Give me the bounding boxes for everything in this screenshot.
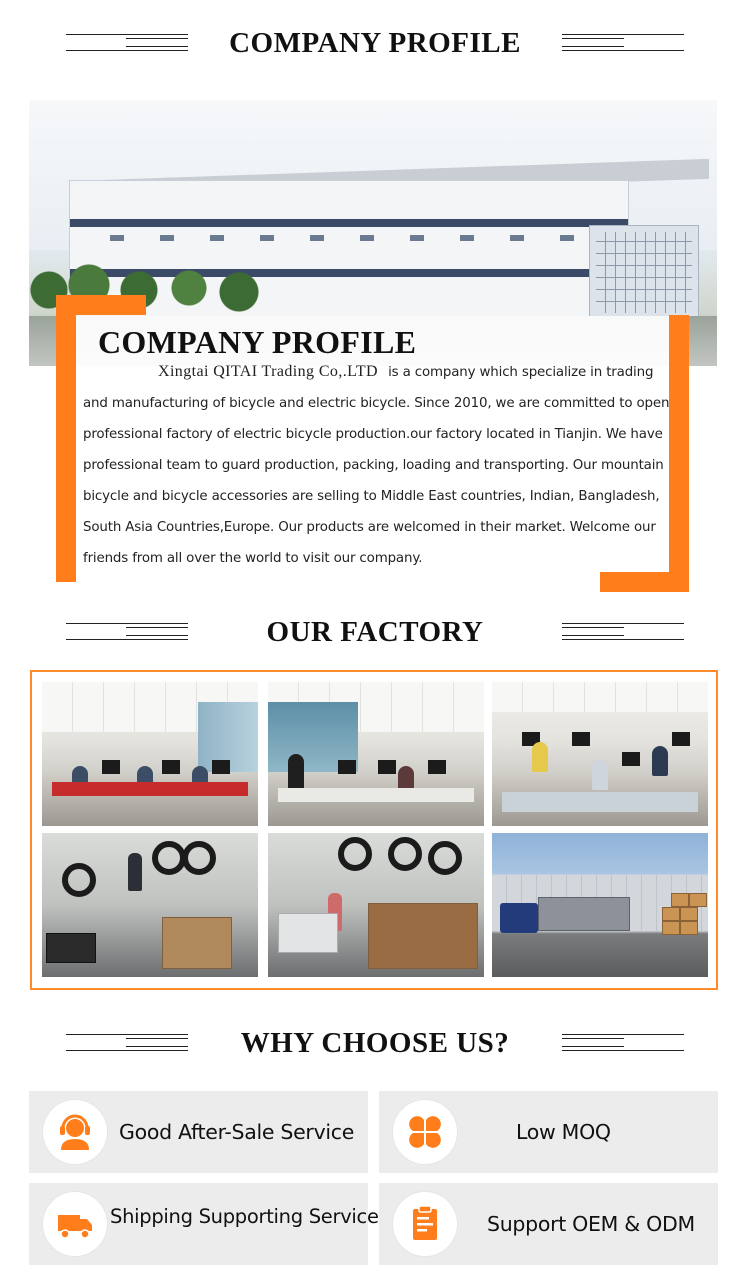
office-photo — [492, 682, 708, 826]
delivery-truck-icon — [43, 1192, 107, 1256]
company-profile-header — [0, 23, 750, 63]
feature-label: Support OEM & ODM — [487, 1212, 695, 1236]
feature-label: Good After-Sale Service — [119, 1120, 355, 1144]
feature-oem-odm — [379, 1183, 718, 1265]
profile-title: COMPANY PROFILE — [98, 324, 417, 360]
feature-low-moq — [379, 1091, 718, 1173]
section-title: OUR FACTORY — [266, 616, 484, 648]
heading-decoration-right — [562, 34, 684, 54]
workshop-photo — [42, 833, 258, 977]
company-name: Xingtai QITAI Trading Co,.LTD — [158, 363, 378, 380]
feature-label: Shipping Supporting Service — [110, 1205, 379, 1228]
section-title: COMPANY PROFILE — [229, 27, 521, 59]
our-factory-header — [0, 612, 750, 652]
why-choose-us-header — [0, 1023, 750, 1063]
section-title: WHY CHOOSE US? — [240, 1027, 510, 1059]
profile-body: is a company which specialize in trading and manufacturing of bicycle and electric bicycle. Since 2010, we are committed to open professional factory of electric bicycle production.our factory located in Tianjin. We have professional team to guard production, packing, loading and transporting. Our mountain bicycle and bicycle accessories are selling to Middle East countries, Indian, Bangladesh, South Asia Countries,Europe. Our products are welcomed in their market. Welcome our friends from all over the world to visit our company. — [83, 365, 670, 566]
office-photo — [268, 682, 484, 826]
customer-service-icon — [43, 1100, 107, 1164]
feature-shipping-support — [29, 1183, 379, 1265]
feature-after-sale-service — [29, 1091, 368, 1173]
office-photo — [42, 682, 258, 826]
heading-decoration-right — [562, 623, 684, 643]
orange-frame-corner — [600, 572, 689, 592]
orange-frame-left — [56, 295, 76, 582]
heading-decoration-right — [562, 1034, 684, 1054]
feature-label: Low MOQ — [516, 1120, 611, 1144]
packing-photo — [268, 833, 484, 977]
truck-loading-photo — [492, 833, 708, 977]
profile-description — [83, 356, 673, 574]
clipboard-list-icon — [393, 1192, 457, 1256]
four-petal-icon — [393, 1100, 457, 1164]
